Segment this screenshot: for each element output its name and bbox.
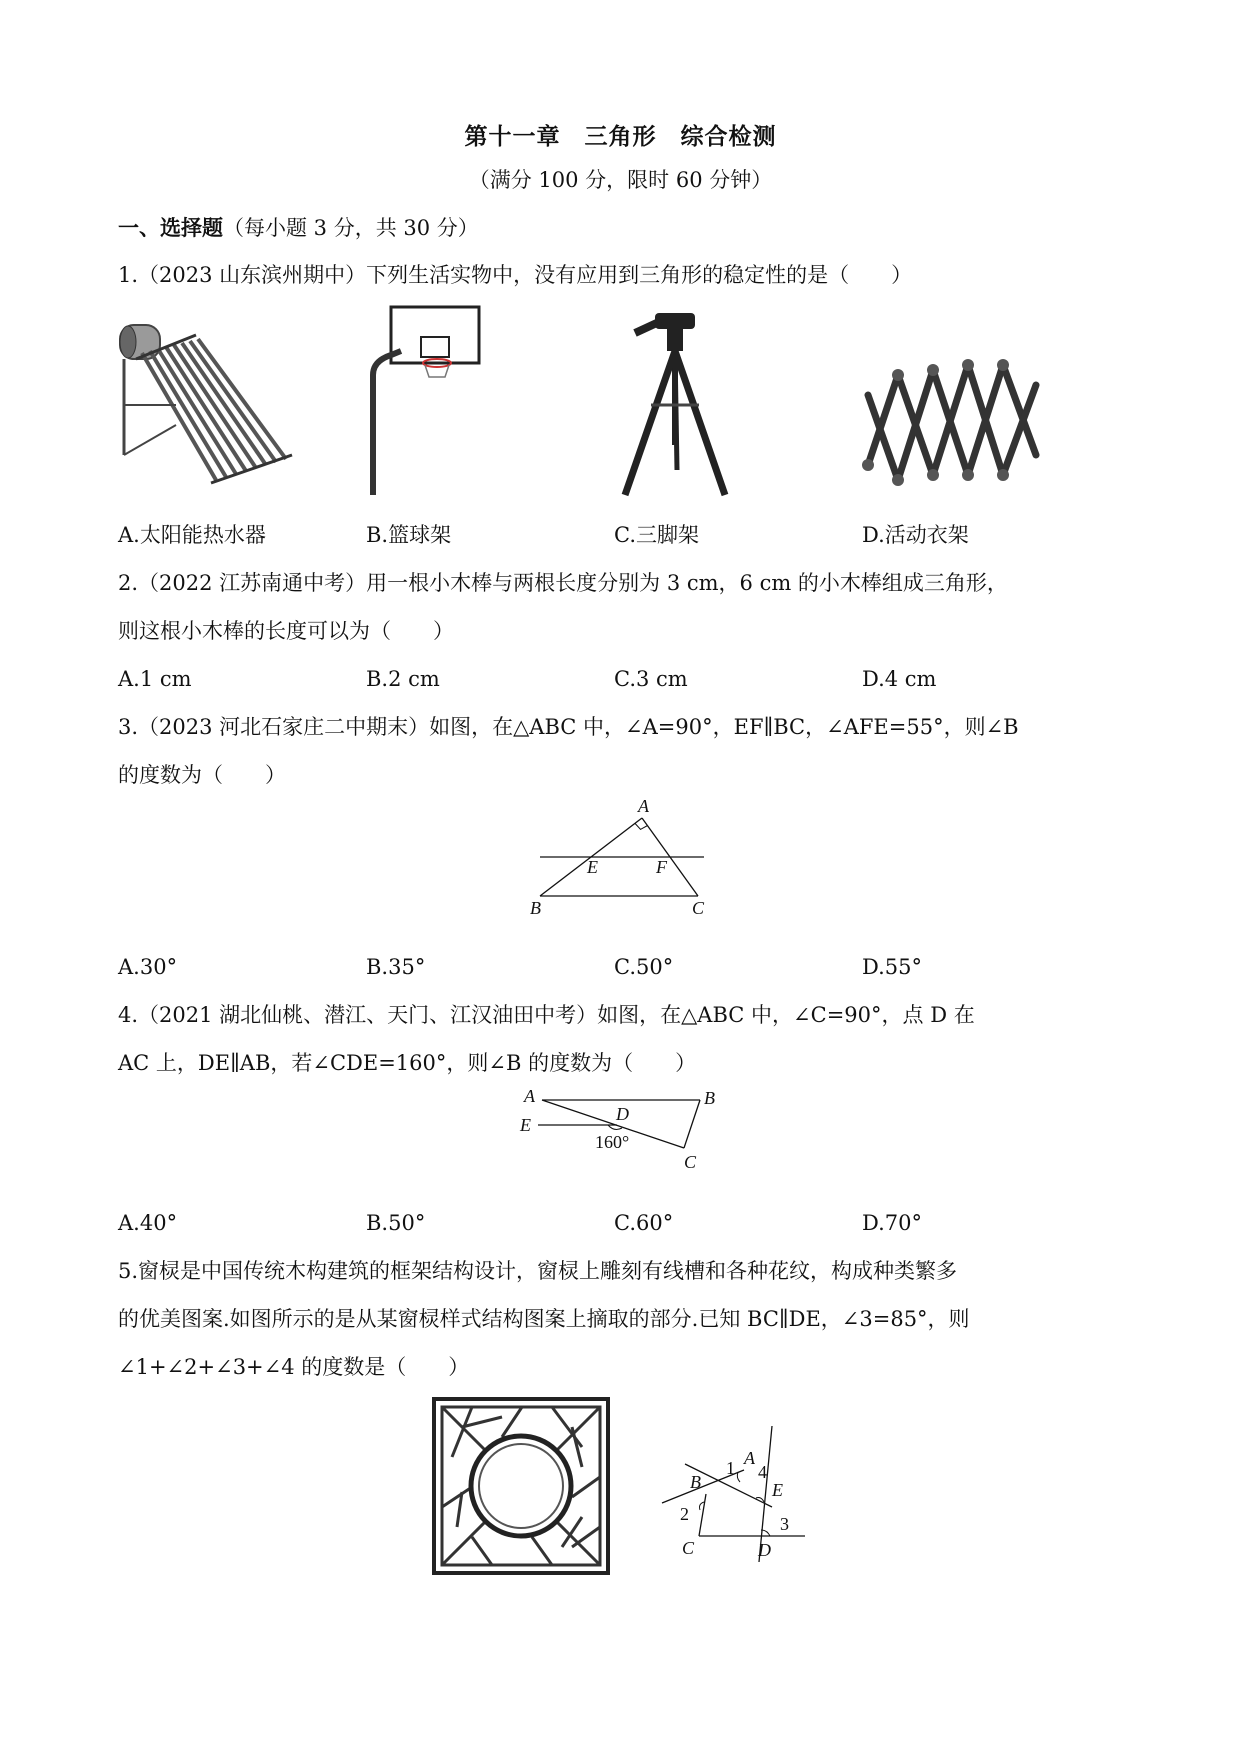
q4-label-a: A: [524, 1086, 535, 1106]
q4-label-d: D: [616, 1104, 629, 1124]
q4-option-c: C.60°: [614, 1211, 674, 1235]
q1-option-d: D.活动衣架: [862, 523, 969, 547]
q4-label-e: E: [520, 1115, 531, 1135]
q4-option-a: A.40°: [118, 1211, 178, 1235]
q3-label-c: C: [692, 898, 705, 918]
tripod-image: [615, 305, 735, 500]
q3-triangle-figure: [520, 798, 720, 918]
window-lattice-image: [432, 1397, 610, 1575]
q5-label-b: B: [690, 1472, 701, 1492]
q4-triangle-figure: [520, 1082, 740, 1182]
q2-line1: 2.（2022 江苏南通中考）用一根小木棒与两根长度分别为 3 cm，6 cm 的小木棒组成三角形，: [118, 571, 1008, 595]
q2-line2: 则这根小木棒的长度可以为（ ）: [118, 619, 454, 643]
section-name: 一、选择题: [118, 215, 223, 240]
section-heading: [118, 214, 479, 242]
q4-line2: AC 上，DE∥AB，若∠CDE=160°，则∠B 的度数为（ ）: [118, 1051, 697, 1075]
q3-option-b: B.35°: [366, 955, 426, 979]
q5-label-d: D: [758, 1540, 771, 1560]
expandable-rack-image: [858, 355, 1048, 495]
q5-pentagon-figure: [660, 1426, 820, 1576]
q4-label-c: C: [684, 1152, 697, 1172]
section-note: （每小题 3 分，共 30 分）: [223, 216, 479, 240]
basketball-stand-image: [365, 305, 485, 500]
q4-label-160: 160°: [595, 1132, 630, 1152]
q4-option-b: B.50°: [366, 1211, 426, 1235]
q5-label-4: 4: [758, 1462, 767, 1482]
q5-line3: ∠1+∠2+∠3+∠4 的度数是（ ）: [118, 1355, 470, 1379]
q4-option-d: D.70°: [862, 1211, 922, 1235]
q4-label-b: B: [704, 1088, 715, 1108]
q5-label-1: 1: [726, 1458, 735, 1478]
q1-option-c: C.三脚架: [614, 523, 699, 547]
solar-water-heater-image: [116, 315, 296, 495]
q2-option-b: B.2 cm: [366, 667, 440, 691]
q4-line1: 4.（2021 湖北仙桃、潜江、天门、江汉油田中考）如图，在△ABC 中，∠C=90°，点 D 在: [118, 1003, 975, 1027]
q3-line2: 的度数为（ ）: [118, 763, 286, 787]
q1-option-a: A.太阳能热水器: [118, 523, 266, 547]
q3-label-a: A: [638, 796, 649, 816]
q5-label-2: 2: [680, 1504, 689, 1524]
q3-label-e: E: [587, 857, 598, 877]
q5-line2: 的优美图案.如图所示的是从某窗棂样式结构图案上摘取的部分.已知 BC∥DE，∠3=85°，则: [118, 1307, 970, 1331]
q5-label-e: E: [772, 1480, 783, 1500]
q3-option-c: C.50°: [614, 955, 674, 979]
page-title: 第十一章 三角形 综合检测: [464, 123, 777, 150]
q3-option-d: D.55°: [862, 955, 922, 979]
q2-option-d: D.4 cm: [862, 667, 937, 691]
q3-label-b: B: [530, 898, 541, 918]
q1-stem: 1.（2023 山东滨州期中）下列生活实物中，没有应用到三角形的稳定性的是（ ）: [118, 263, 913, 287]
q5-label-3: 3: [780, 1514, 789, 1534]
q3-line1: 3.（2023 河北石家庄二中期末）如图，在△ABC 中，∠A=90°，EF∥BC，∠AFE=55°，则∠B: [118, 715, 1019, 739]
q2-option-a: A.1 cm: [118, 667, 192, 691]
q5-label-a: A: [744, 1448, 755, 1468]
q5-line1: 5.窗棂是中国传统木构建筑的框架结构设计，窗棂上雕刻有线槽和各种花纹，构成种类繁多: [118, 1259, 958, 1283]
q3-option-a: A.30°: [118, 955, 178, 979]
q3-label-f: F: [656, 857, 667, 877]
page-subtitle: （满分 100 分，限时 60 分钟）: [468, 168, 773, 192]
q1-option-b: B.篮球架: [366, 523, 452, 547]
q5-label-c: C: [682, 1538, 695, 1558]
q2-option-c: C.3 cm: [614, 667, 688, 691]
